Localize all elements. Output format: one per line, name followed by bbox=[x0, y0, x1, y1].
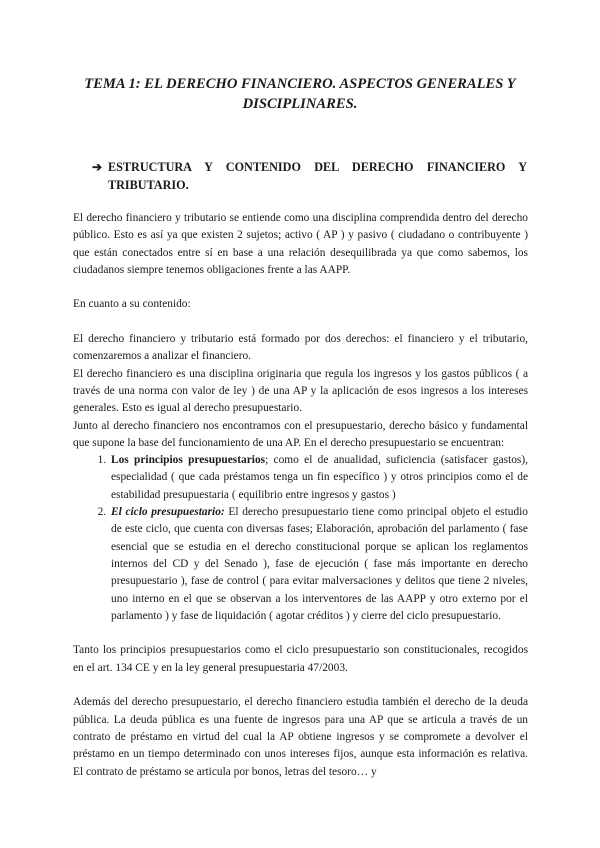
paragraph-public-debt: Además del derecho presupuestario, el derecho financiero estudia también el derecho de la deuda pública. La deuda pública es una fuente de ingresos para una AP que se articula a través de un contrato de préstamo en virtud del cual la AP obtiene ingresos y se compromete a devolver el préstamo en un tiempo determinado con unos intereses fijos, aunque esta información es relativa. El contrato de préstamo se articula por bonos, letras del tesoro… y bbox=[73, 696, 528, 778]
list-item-term: El ciclo presupuestario: bbox=[111, 506, 225, 519]
list-item bbox=[109, 504, 528, 625]
budget-list bbox=[73, 452, 528, 625]
paragraph-financial-definition: El derecho financiero es una disciplina originaria que regula los ingresos y los gastos públicos ( a través de una norma con valor de ley ) de una AP y la aplicación de esos ingresos a los intereses generales. Esto es igual al derecho presupuestario. bbox=[73, 367, 528, 415]
list-item-text: El derecho presupuestario tiene como principal objeto el estudio de este ciclo, que cuenta con diversas fases; Elaboración, aprobación del parlamento ( fase esencial que se estudia en el derecho constitucional porque se aplican los reglamentos internos del CD y del Senado ), fase de ejecución ( fase más importante en derecho presupuestario ), fase de control ( para evitar malversaciones y delitos que tiene 2 niveles, uno interno en el que se observan a los interventores de las AAPP y otro externo por el parlamento ) y fase de liquidación ( agotar créditos ) y cierre del ciclo presupuestario. bbox=[111, 506, 529, 622]
document-body bbox=[73, 210, 528, 781]
paragraph-budget-intro: Junto al derecho financiero nos encontramos con el presupuestario, derecho básico y fundamental que supone la base del funcionamiento de una AP. En el derecho presupuestario se encuentran: bbox=[73, 419, 528, 449]
arrow-icon: ➔ bbox=[92, 160, 103, 174]
section-heading-text: ESTRUCTURA Y CONTENIDO DEL DERECHO FINANCIERO Y TRIBUTARIO. bbox=[108, 160, 527, 192]
list-item-term: Los principios presupuestarios bbox=[111, 454, 266, 467]
paragraph-content-label: En cuanto a su contenido: bbox=[73, 298, 191, 311]
section-heading bbox=[92, 158, 527, 194]
paragraph-two-rights: El derecho financiero y tributario está formado por dos derechos: el financiero y el tributario, comenzaremos a analizar el financiero. bbox=[73, 333, 528, 363]
list-item bbox=[109, 452, 528, 504]
paragraph-intro: El derecho financiero y tributario se entiende como una disciplina comprendida dentro del derecho público. Esto es así ya que existen 2 sujetos; activo ( AP ) y pasivo ( ciudadano o contribuyente ) que están conectados entre sí en base a una relación desequilibrada ya que como sabemos, los ciudadanos siempre tenemos obligaciones frente a las AAPP. bbox=[73, 212, 528, 276]
list-item-text: ; como el de anualidad, suficiencia (satisfacer gastos), especialidad ( que cada préstamos tenga un fin específico ) y otros principios como el de estabilidad presupuestaria ( equilibrio entre ingresos y gastos ) bbox=[111, 454, 528, 501]
document-title: TEMA 1: EL DERECHO FINANCIERO. ASPECTOS GENERALES Y DISCIPLINARES. bbox=[84, 76, 516, 112]
paragraph-constitutional: Tanto los principios presupuestarios como el ciclo presupuestario son constitucionales, recogidos en el art. 134 CE y en la ley general presupuestaria 47/2003. bbox=[73, 644, 528, 674]
